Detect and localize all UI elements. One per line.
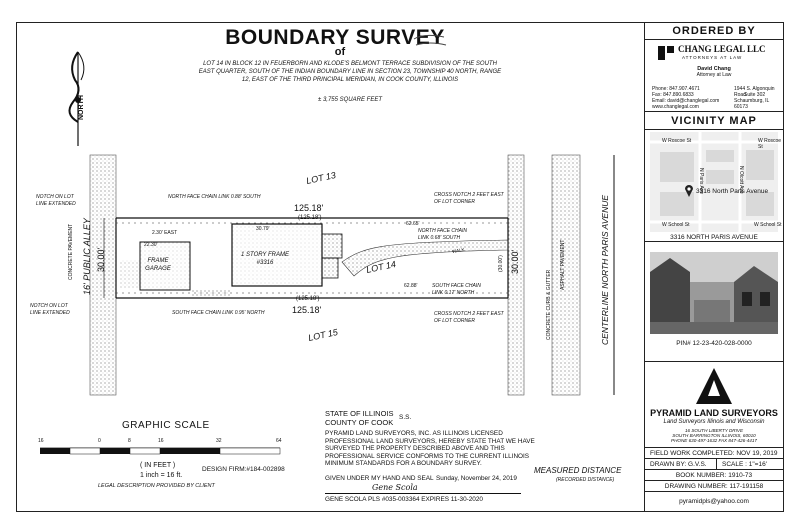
drawn-by-row <box>644 459 784 470</box>
field-work-row <box>644 448 784 459</box>
cert-signer: GENE SCOLA PLS #035-003364 EXPIRES 11-30-2020 <box>325 496 483 503</box>
map-avenue-olcott: N Olcott Ave <box>738 166 744 194</box>
page-subtitle: of <box>334 46 346 58</box>
alley-label: 16' PUBLIC ALLEY <box>82 218 92 295</box>
scale-tick: 0 <box>98 438 101 444</box>
map-street-roscoe-east: W Roscoe St <box>758 138 782 150</box>
map-pin-icon <box>684 184 694 198</box>
company-tagline: Land Surveyors Illinois and Wisconsin <box>663 419 765 425</box>
title-flourish <box>410 33 450 53</box>
scale-tick: 32 <box>216 438 222 444</box>
client-web: www.changlegal.com <box>652 104 699 110</box>
cert-county: COUNTY OF COOK <box>325 418 394 427</box>
scale-tick: 8 <box>128 438 131 444</box>
pyramid-logo-icon <box>694 366 734 406</box>
centerline-label: CENTERLINE NORTH PARIS AVENUE <box>600 194 610 345</box>
lot-15-label: LOT 15 <box>307 326 339 344</box>
curb-label: CONCRETE CURB & GUTTER <box>546 269 552 340</box>
map-street-school-east: W School St <box>754 222 782 228</box>
note-ne-cross: CROSS NOTCH 2 FEET EAST OF LOT CORNER <box>434 192 504 205</box>
client-address-2: Suite 302 <box>744 92 766 98</box>
alley-pavement-label: CONCRETE PAVEMENT <box>68 223 74 280</box>
note-north-fence-east: NORTH FACE CHAIN LINK 0.68' SOUTH <box>418 228 467 241</box>
legal-provided-note: LEGAL DESCRIPTION PROVIDED BY CLIENT <box>98 483 215 489</box>
field-work-completed: FIELD WORK COMPLETED: NOV 19, 2019 <box>650 450 778 457</box>
garage-label: FRAME GARAGE <box>145 258 171 272</box>
vicinity-map <box>644 130 784 242</box>
house-label: 1 STORY FRAME #3316 <box>241 252 289 266</box>
note-south-fence: SOUTH FACE CHAIN LINK 0.95' NORTH <box>172 310 265 316</box>
note-south-fence-east: SOUTH FACE CHAIN LINK 0.17' NORTH <box>432 283 481 296</box>
scale-tick: 16 <box>38 438 44 444</box>
drawing-row <box>644 481 784 492</box>
photo-box <box>644 242 784 362</box>
design-firm: DESIGN FIRM:#184-002898 <box>202 466 285 473</box>
pin-number: PIN# 12-23-420-028-0000 <box>676 340 752 347</box>
vicinity-header: VICINITY MAP <box>671 115 757 127</box>
cert-signature: Gene Scola <box>372 483 418 492</box>
map-street-roscoe-west: W Roscoe St <box>662 138 692 144</box>
client-fax: Fax: 847.890.6833 <box>652 92 694 98</box>
note-sw-notch: NOTCH ON LOT LINE EXTENDED <box>30 303 70 316</box>
cert-date: Sunday, November 24, 2019 <box>436 475 517 482</box>
east-record-dimension: (30.00') <box>498 255 504 272</box>
book-row <box>644 470 784 481</box>
cert-ss: S.S. <box>399 414 412 421</box>
cert-state: STATE OF ILLINOIS <box>325 409 394 418</box>
lot-13-label: LOT 13 <box>305 169 337 187</box>
lot-area: ± 3,755 SQUARE FEET <box>318 97 382 103</box>
ordered-by-header-box <box>644 22 784 40</box>
walk-label: WALK <box>451 246 465 255</box>
drawing-scale: SCALE : 1"=16' <box>722 461 767 468</box>
map-caption: 3316 NORTH PARIS AVENUE <box>670 234 758 241</box>
recorded-distance-label: (RECORDED DISTANCE) <box>556 477 615 483</box>
top-record-dimension: (125.18') <box>298 215 322 221</box>
cert-body: PYRAMID LAND SURVEYORS, INC. AS ILLINOIS LICENSED PROFESSIONAL LAND SURVEYORS, HEREBY STATE THAT WE HAVE SURVEYED THE PROPERTY DESCRIBED ABOVE AND THIS PROFESSIONAL SERVICE CONFORMS TO THE CURRENT ILLINOIS MINIMUM STANDARDS FOR A BOUNDARY SURVEY. <box>325 430 535 468</box>
south-distance: 62.88' <box>404 283 418 289</box>
client-phone: Phone: 847.907.4671 <box>652 86 700 92</box>
bottom-dimension: 125.18' <box>292 305 322 315</box>
email-row <box>644 492 784 512</box>
asphalt-label: ASPHALT PAVEMENT <box>560 239 566 290</box>
book-number: BOOK NUMBER: 1910-73 <box>675 472 753 479</box>
cert-given: GIVEN UNDER MY HAND AND SEAL <box>325 475 434 482</box>
drawing-number: DRAWING NUMBER: 117-191158 <box>664 483 764 490</box>
top-dimension: 125.18' <box>294 203 324 213</box>
west-dimension: 30.00' <box>96 247 106 272</box>
client-tagline: ATTORNEYS AT LAW <box>682 55 743 60</box>
client-firm: CHANG LEGAL LLC <box>678 44 766 54</box>
client-address-3: Schaumburg, IL 60173 <box>734 98 770 110</box>
company-name: PYRAMID LAND SURVEYORS <box>650 408 778 418</box>
garage-width: 22.30' <box>144 242 158 248</box>
drawn-by-divider <box>716 459 717 470</box>
east-dimension: 30.00' <box>510 249 520 274</box>
company-box <box>644 362 784 448</box>
map-pin-label: 3316 North Paris Avenue <box>696 188 769 195</box>
chang-logo-icon <box>658 46 674 60</box>
property-photo <box>650 252 778 334</box>
north-distance: 62.65' <box>406 221 420 227</box>
page-title: BOUNDARY SURVEY <box>225 26 445 49</box>
lot-14-label: LOT 14 <box>365 258 397 276</box>
company-address: 16 SOUTH LIBERTY DRIVE <box>684 428 744 433</box>
legal-description: LOT 14 IN BLOCK 12 IN FEUERBORN AND KLODE'S BELMONT TERRACE SUBDIVISION OF THE SOUTH EAST QUARTER, SOUTH OF THE INDIAN BOUNDARY LINE IN SECTION 23, TOWNSHIP 40 NORTH, RANGE 12, EAST OF THE THIRD PRINCIPAL MERIDIAN, IN COOK COUNTY, ILLINOIS <box>198 61 502 83</box>
company-email: pyramidpls@yahoo.com <box>679 498 749 505</box>
note-nw-notch: NOTCH ON LOT LINE EXTENDED <box>36 194 76 207</box>
ordered-by-header: ORDERED BY <box>672 25 756 37</box>
graphic-scale-title: GRAPHIC SCALE <box>122 420 210 431</box>
east-offset: 2.30' EAST <box>152 230 178 236</box>
client-attorney: David Chang <box>697 66 731 72</box>
house-width: 30.79' <box>256 226 270 232</box>
map-street-school-west: W School St <box>662 222 690 228</box>
measured-distance-label: MEASURED DISTANCE <box>534 466 622 475</box>
client-email: Email: david@changlegal.com <box>652 98 720 104</box>
scale-ratio: 1 inch = 16 ft. <box>140 472 183 479</box>
north-label: NORTH <box>78 95 85 120</box>
vicinity-header-box <box>644 112 784 130</box>
map-avenue-paris: N Paris Ave <box>698 168 704 195</box>
client-box <box>644 40 784 112</box>
drawn-by: DRAWN BY: G.V.S. <box>650 461 707 468</box>
bottom-record-dimension: (125.18') <box>296 296 320 302</box>
company-city: SOUTH BARRINGTON ILLINOIS, 60010 <box>672 433 756 438</box>
scale-tick: 64 <box>276 438 282 444</box>
client-address-1: 1944 S. Algonquin Road <box>734 86 775 98</box>
company-phone: PHONE 630-497-1632 FAX 847-426-4417 <box>671 438 757 443</box>
note-se-cross: CROSS NOTCH 2 FEET EAST OF LOT CORNER <box>434 311 504 324</box>
scale-tick: 16 <box>158 438 164 444</box>
note-north-fence: NORTH FACE CHAIN LINK 0.88' SOUTH <box>168 194 261 200</box>
client-role: Attorney at Law <box>696 72 732 78</box>
signature-line <box>325 493 521 494</box>
scale-unit: ( IN FEET ) <box>140 462 176 469</box>
